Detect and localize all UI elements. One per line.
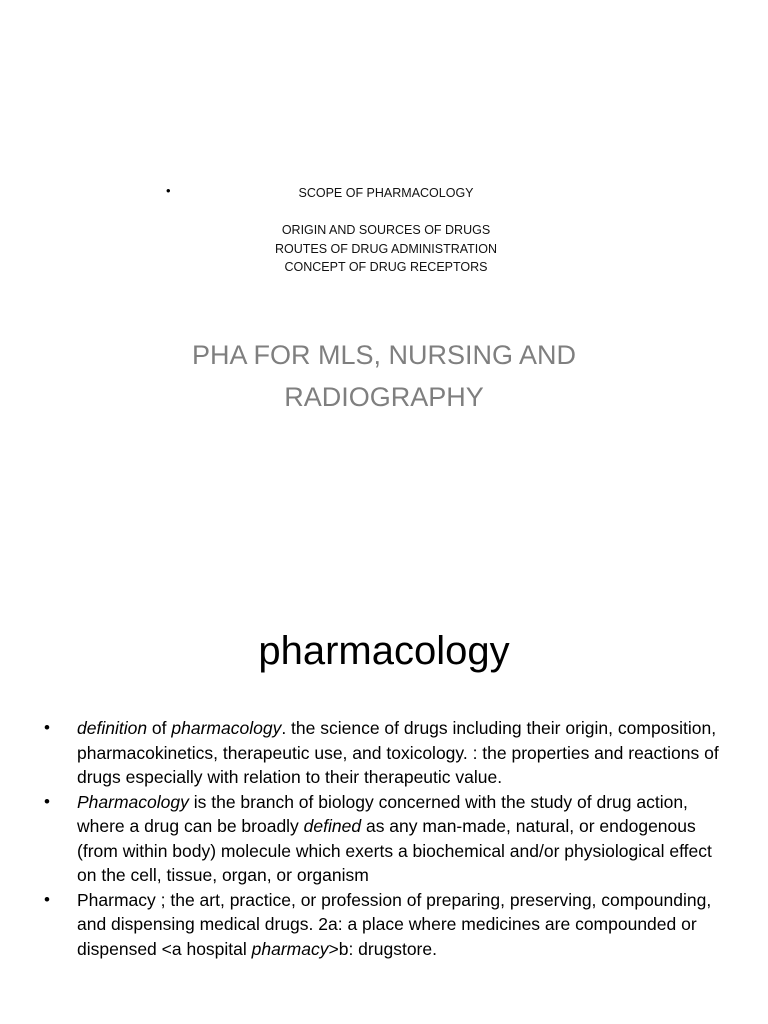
item-text: is the branch of biology concerned with the study of drug action, where a drug can be broadly — [77, 791, 688, 836]
item-text: >b: drugstore. — [328, 938, 437, 959]
item-text: as any man-made, natural, or endogenous (from within body) molecule which exerts a biochemical and/or physiological effect on the cell, tissue, organ, or organism — [77, 816, 712, 885]
bullet-icon: • — [44, 889, 50, 909]
page-title — [150, 334, 618, 418]
subtitle-bullet: • — [166, 183, 171, 198]
slide-heading: pharmacology — [258, 629, 510, 673]
bullet-icon: • — [44, 718, 50, 737]
subtitle-topics — [200, 184, 572, 277]
item-text: Pharmacy ; the art, practice, or profession of preparing, preserving, compounding, and dispensing medical drugs. 2a: a place where medicines are compounded or dispensed <a hospital — [77, 889, 712, 959]
item-text: . the science of drugs including their origin, composition, pharmacokinetics, therapeutic use, and toxicology. : the properties and reactions of drugs especially with relation to their therapeutic value. — [77, 718, 719, 787]
title-line-2: RADIOGRAPHY — [284, 382, 484, 412]
topic-line: ROUTES OF DRUG ADMINISTRATION — [275, 241, 497, 256]
item-text: of — [147, 718, 172, 738]
topic-line: SCOPE OF PHARMACOLOGY — [298, 186, 474, 200]
list-item — [0, 790, 768, 888]
term: definition — [77, 718, 148, 738]
bullet-icon: • — [44, 791, 50, 811]
list-item — [0, 888, 768, 962]
topic-line: CONCEPT OF DRUG RECEPTORS — [284, 260, 488, 274]
term: defined — [303, 816, 362, 836]
slide-definitions — [0, 576, 768, 1024]
term: pharmacy — [251, 938, 329, 959]
term: pharmacology — [171, 718, 282, 738]
definition-list — [0, 716, 768, 961]
term: Pharmacology — [77, 791, 189, 812]
list-item — [0, 716, 768, 790]
title-line-1: PHA FOR MLS, NURSING AND — [191, 340, 577, 370]
topic-line: ORIGIN AND SOURCES OF DRUGS — [281, 223, 491, 237]
topic-spacer — [200, 203, 572, 222]
